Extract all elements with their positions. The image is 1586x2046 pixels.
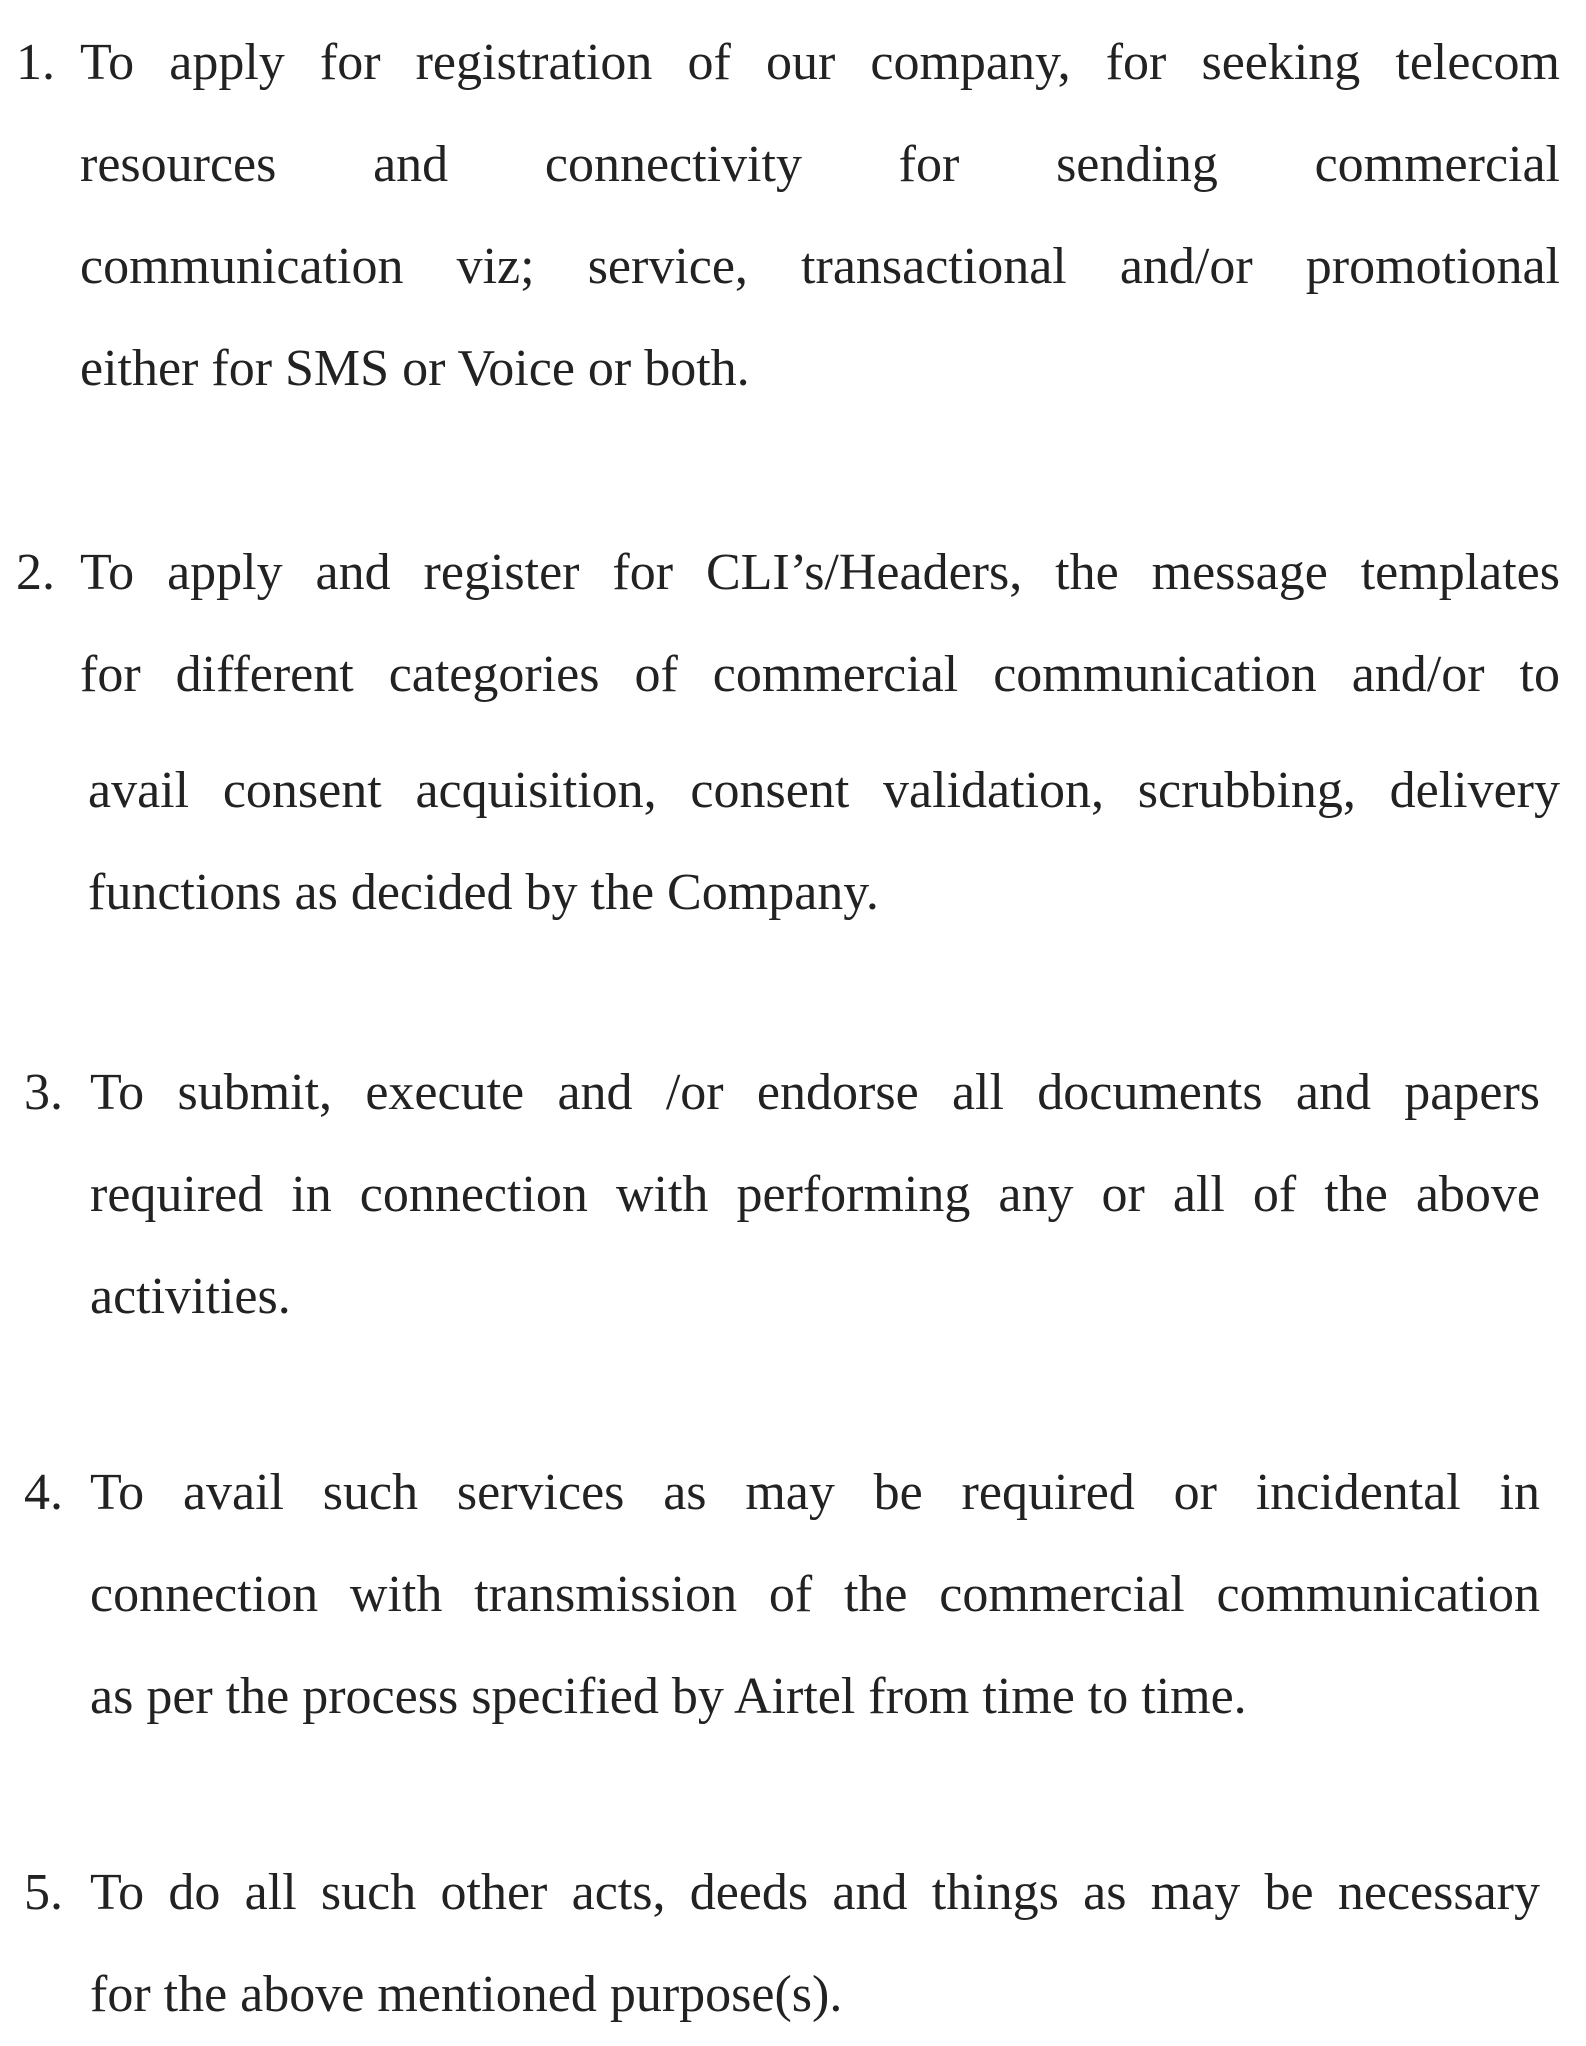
list-item-line: functions as decided by the Company.	[88, 864, 879, 921]
list-item-line: activities.	[90, 1268, 291, 1325]
list-item-line: To apply for registration of our company, for seeking telecom	[80, 34, 1560, 91]
list-item-line: resources and connectivity for sending commercial	[80, 136, 1560, 193]
list-item-number: 4.	[24, 1464, 63, 1521]
list-item-line: To submit, execute and /or endorse all documents and papers	[90, 1064, 1540, 1121]
list-item-number: 2.	[16, 544, 55, 601]
list-item-text	[90, 1042, 1540, 1348]
list-item-line: connection with transmission of the commercial communication	[90, 1566, 1540, 1623]
list-item-line: avail consent acquisition, consent validation, scrubbing, delivery	[88, 762, 1560, 819]
list-item-line: either for SMS or Voice or both.	[80, 340, 750, 397]
list-item-line: as per the process specified by Airtel from time to time.	[90, 1668, 1247, 1725]
list-item-text	[80, 522, 1560, 944]
list-item-number: 1.	[16, 34, 55, 91]
list-item-text	[90, 1442, 1540, 1748]
list-item-line: To do all such other acts, deeds and things as may be necessary	[90, 1864, 1540, 1921]
list-item-line: To avail such services as may be required or incidental in	[90, 1464, 1540, 1521]
list-item-line: communication viz; service, transactional and/or promotional	[80, 238, 1560, 295]
list-item-line: for the above mentioned purpose(s).	[90, 1966, 843, 2023]
list-item-text	[90, 1842, 1540, 2046]
list-item-text	[80, 12, 1560, 420]
list-item-line: required in connection with performing any or all of the above	[90, 1166, 1540, 1223]
list-item-number: 5.	[24, 1864, 63, 1921]
list-item-number: 3.	[24, 1064, 63, 1121]
list-item-line: for different categories of commercial communication and/or to	[80, 646, 1560, 703]
list-item-line: To apply and register for CLI’s/Headers, the message templates	[80, 544, 1560, 601]
